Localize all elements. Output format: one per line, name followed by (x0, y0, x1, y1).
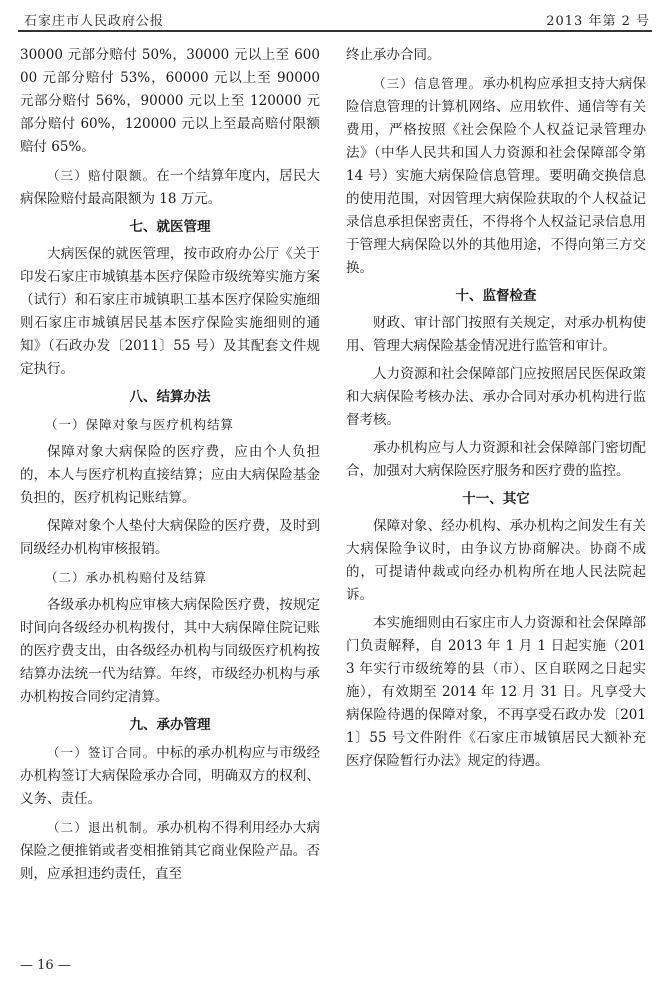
info-label: （三）信息管理。 (373, 76, 483, 91)
issue-number: 2013 年第 2 号 (546, 14, 650, 29)
paragraph-continuation: 终止承办合同。 (346, 47, 441, 63)
heading-section-11: 十一、其它 (462, 491, 530, 507)
heading-section-10: 十、监督检查 (455, 288, 537, 304)
paragraph-10-3: 承办机构应与人力资源和社会保障部门密切配合，加强对大病保险医疗服务和医疗费的监控。 (346, 440, 646, 479)
right-column (346, 44, 646, 778)
heading-section-8: 八、结算办法 (129, 389, 211, 405)
limit-text: 在一个结算年度内，居民大病保险赔付最高限额为 18 万元。 (20, 168, 320, 207)
paragraph-rates: 30000 元部分赔付 50%，30000 元以上至 60000 元部分赔付 53%，60000 元以上至 90000 元部分赔付 56%，90000 元以上至 120000 元部分赔付 60%，120000 元以上至最高赔付限额赔付 65%。 (20, 47, 320, 155)
paragraph-10-1: 财政、审计部门按照有关规定，对承办机构使用、管理大病保险基金情况进行监管和审计。 (346, 315, 646, 354)
paragraph-11-2: 本实施细则由石家庄市人力资源和社会保障部门负责解释，自 2013 年 1 月 1 日起实施（2013 年实行市级统筹的县（市）、区自联网之日起实施），有效期至 2014 年 12 月 31 日。凡享受大病保险待遇的保障对象，不再享受石政办发〔2011〕55 号文件附件《石家庄市城镇居民大额补充医疗保险暂行办法》规定的待遇。 (346, 615, 646, 769)
heading-section-7: 七、就医管理 (129, 219, 211, 235)
info-text: 承办机构应承担支持大病保险信息管理的计算机网络、应用软件、通信等有关费用，严格按照《社会保险个人权益记录管理办法》（中华人民共和国人力资源和社会保障部令第 14 号）实施大病保险信息管理。要明确交换信息的使用范围，对因管理大病保险获取的个人权益记录信息承担保密责任，不得将个人权益记录信息用于管理大病保险以外的其他用途，不得向第三方交换。 (346, 76, 646, 276)
heading-section-9: 九、承办管理 (129, 717, 211, 733)
subheading-8-2: （二）承办机构赔付及结算 (45, 570, 208, 585)
paragraph-limit (20, 164, 320, 211)
subheading-8-1: （一）保障对象与医疗机构结算 (45, 417, 235, 432)
publication-title: 石家庄市人民政府公报 (24, 14, 165, 29)
paragraph-8-1a: 保障对象大病保险的医疗费，应由个人负担的，本人与医疗机构直接结算；应由大病保险基金负担的，医疗机构记账结算。 (20, 444, 320, 506)
limit-label: （三）赔付限额。 (47, 168, 157, 183)
paragraph-8-2: 各级承办机构应审核大病保险医疗费，按规定时间向各级经办机构拨付，其中大病保障住院记账的医疗费支出，由各级经办机构与同级医疗机构按结算办法统一代为结算。年终，市级经办机构与承办机构按合同约定清算。 (20, 597, 320, 705)
exit-label: （二）退出机制。 (47, 820, 157, 835)
paragraph-11-1: 保障对象、经办机构、承办机构之间发生有关大病保险争议时，由争议方协商解决。协商不成的，可提请仲裁或向经办机构所在地人民法院起诉。 (346, 518, 646, 603)
page-header (24, 6, 650, 30)
contract-text: 中标的承办机构应与市级经办机构签订大病保险承办合同，明确双方的权利、义务、责任。 (20, 745, 320, 807)
page-number: — 16 — (20, 958, 71, 973)
paragraph-section-7: 大病医保的就医管理，按市政府办公厅《关于印发石家庄市城镇基本医疗保险市级统筹实施方案（试行）和石家庄市城镇职工基本医疗保险实施细则石家庄市城镇居民基本医疗保险实施细则的通知》（石政办发〔2011〕55 号）及其配套文件规定执行。 (20, 246, 320, 377)
header-divider (18, 30, 652, 32)
left-column (20, 44, 320, 891)
paragraph-9-3 (346, 72, 646, 280)
paragraph-9-1 (20, 741, 320, 811)
paragraph-9-2 (20, 816, 320, 886)
paragraph-10-2: 人力资源和社会保障部门应按照居民医保政策和大病保险考核办法、承办合同对承办机构进行监督考核。 (346, 366, 646, 428)
contract-label: （一）签订合同。 (47, 745, 157, 760)
exit-text: 承办机构不得利用经办大病保险之便推销或者变相推销其它商业保险产品。否则，应承担违约责任，直至 (20, 820, 320, 882)
paragraph-8-1b: 保障对象个人垫付大病保险的医疗费，及时到同级经办机构审核报销。 (20, 518, 320, 557)
